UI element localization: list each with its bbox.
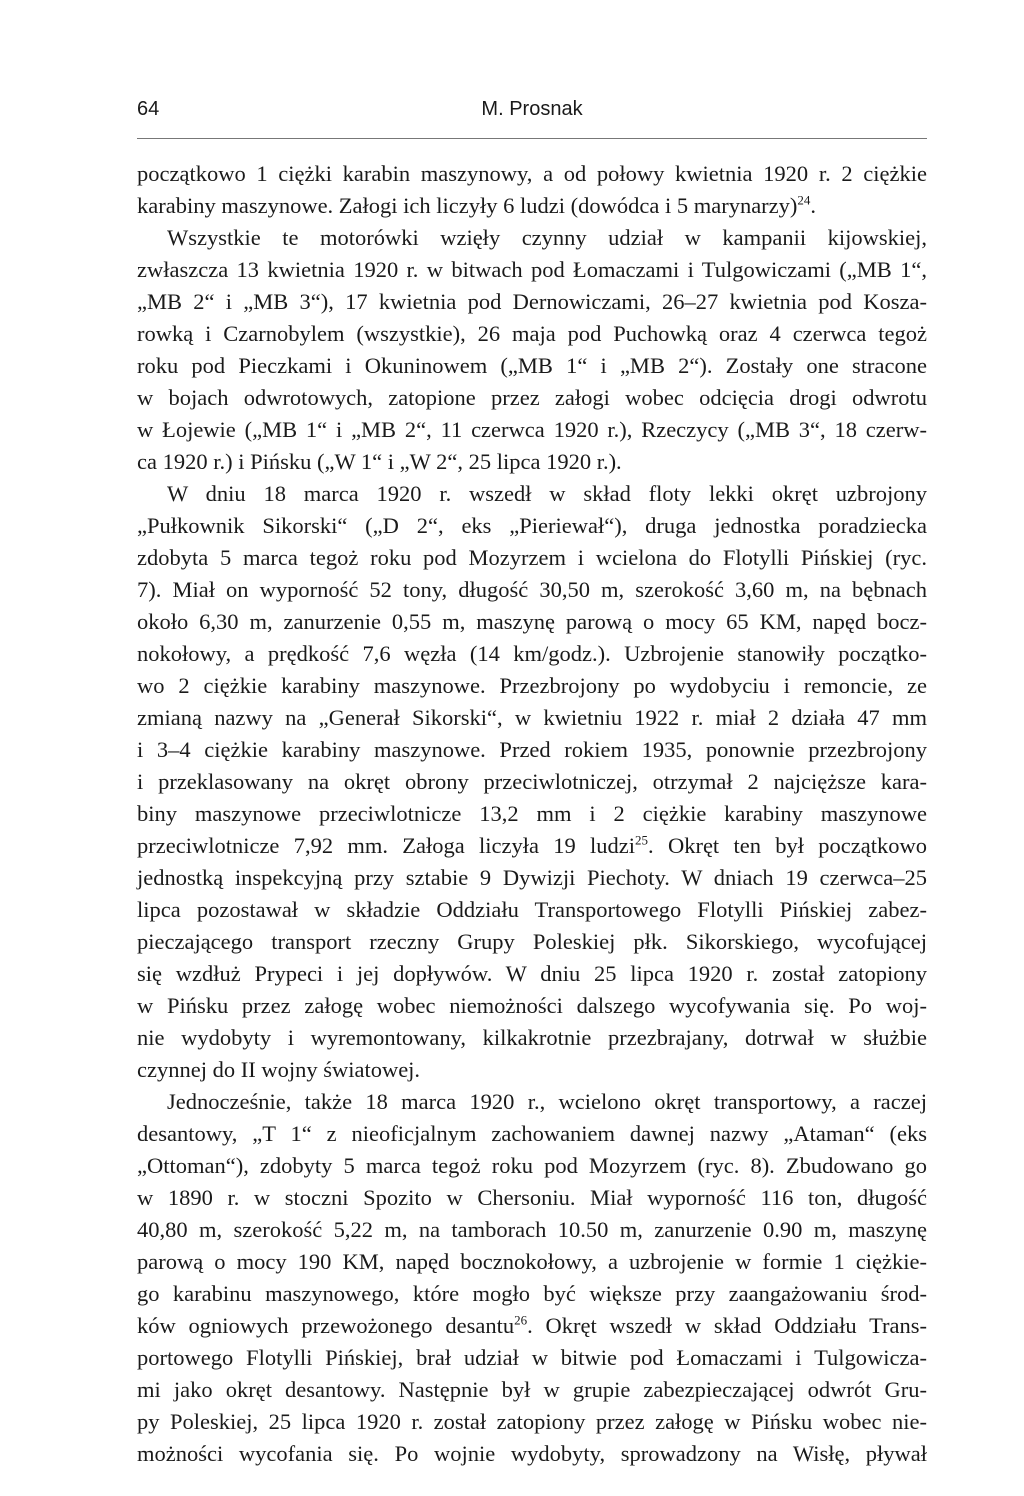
text-line: „Pułkownik Sikorski“ („D 2“, eks „Pieriewał“), druga jednostka poradziecka [137, 513, 927, 538]
text-line: się wzdłuż Prypeci i jej dopływów. W dniu 25 lipca 1920 r. został zatopiony [137, 961, 927, 986]
text-line: w Pińsku przez załogę wobec niemożności dalszego wycofywania się. Po woj- [137, 993, 927, 1018]
text-line: zdobyta 5 marca tegoż roku pod Mozyrzem i wcielona do Flotylli Pińskiej (ryc. [137, 545, 927, 570]
text-line: ca 1920 r.) i Pińsku („W 1“ i „W 2“, 25 lipca 1920 r.). [137, 449, 622, 474]
text-line: 40,80 m, szerokość 5,22 m, na tamborach 10.50 m, zanurzenie 0.90 m, maszynę [137, 1217, 927, 1242]
text-line: wo 2 ciężkie karabiny maszynowe. Przezbrojony po wydobyciu i remoncie, ze [137, 673, 927, 698]
text-line: roku pod Pieczkami i Okuninowem („MB 1“ i „MB 2“). Zostały one stracone [137, 353, 927, 378]
page-header [137, 98, 927, 139]
text-line: lipca pozostawał w składzie Oddziału Transportowego Flotylli Pińskiej zabez- [137, 897, 927, 922]
text-line: jednostką inspekcyjną przy sztabie 9 Dywizji Piechoty. W dniach 19 czerwca–25 [137, 865, 927, 890]
text-line: pieczającego transport rzeczny Grupy Poleskiej płk. Sikorskiego, wycofującej [137, 929, 927, 954]
text-line: około 6,30 m, zanurzenie 0,55 m, maszynę parową o mocy 65 KM, napęd bocz- [137, 609, 927, 634]
text-line: 7). Miał on wyporność 52 tony, długość 30,50 m, szerokość 3,60 m, na bębnach [137, 577, 927, 602]
text-line: „MB 2“ i „MB 3“), 17 kwietnia pod Dernowiczami, 26–27 kwietnia pod Kosza- [137, 289, 927, 314]
footnote-ref: 25 [635, 832, 649, 848]
text-line: py Poleskiej, 25 lipca 1920 r. został zatopiony przez załogę w Pińsku wobec nie- [137, 1409, 927, 1434]
text-line: go karabinu maszynowego, które mogło być większe przy zaangażowaniu środ- [137, 1281, 927, 1306]
text-line: mi jako okręt desantowy. Następnie był w grupie zabezpieczającej odwrót Gru- [137, 1377, 927, 1402]
text-line: początkowo 1 ciężki karabin maszynowy, a od połowy kwietnia 1920 r. 2 ciężkie [137, 161, 927, 186]
text-line: i 3–4 ciężkie karabiny maszynowe. Przed rokiem 1935, ponownie przezbrojony [137, 737, 927, 762]
text-line: w 1890 r. w stoczni Spozito w Chersoniu. Miał wyporność 116 ton, długość [137, 1185, 927, 1210]
text-line: nokołowy, a prędkość 7,6 węzła (14 km/godz.). Uzbrojenie stanowiły początko- [137, 641, 927, 666]
page-number: 64 [137, 98, 160, 120]
text-line: W dniu 18 marca 1920 r. wszedł w skład floty lekki okręt uzbrojony [167, 481, 927, 506]
text-line: portowego Flotylli Pińskiej, brał udział w bitwie pod Łomaczami i Tulgowicza- [137, 1345, 927, 1370]
text-line: ków ogniowych przewożonego desantu$^{26}$. Okręt wszedł w skład Oddziału Trans- [137, 1312, 927, 1338]
footnote-ref: 26 [514, 1312, 528, 1328]
text-line: zmianą nazwy na „Generał Sikorski“, w kwietniu 1922 r. miał 2 działa 47 mm [137, 705, 927, 730]
running-head: M. Prosnak [481, 98, 583, 120]
text-line: w Łojewie („MB 1“ i „MB 2“, 11 czerwca 1920 r.), Rzeczycy („MB 3“, 18 czerw- [137, 417, 927, 442]
text-line: czynnej do II wojny światowej. [137, 1057, 421, 1082]
text-line: i przeklasowany na okręt obrony przeciwlotniczej, otrzymał 2 najcięższe kara- [137, 769, 927, 794]
text-line: możności wycofania się. Po wojnie wydobyty, sprowadzony na Wisłę, pływał [137, 1441, 927, 1466]
text-line: zwłaszcza 13 kwietnia 1920 r. w bitwach pod Łomaczami i Tulgowiczami („MB 1“, [137, 257, 927, 282]
text-line: rowką i Czarnobylem (wszystkie), 26 maja pod Puchowką oraz 4 czerwca tegoż [137, 321, 927, 346]
text-line: desantowy, „T 1“ z nieoficjalnym zachowaniem dawnej nazwy „Ataman“ (eks [137, 1121, 927, 1146]
body-text [137, 158, 927, 1470]
text-line: Jednocześnie, także 18 marca 1920 r., wcielono okręt transportowy, a raczej [167, 1089, 927, 1114]
text-line: nie wydobyty i wyremontowany, kilkakrotnie przezbrajany, dotrwał w służbie [137, 1025, 927, 1050]
text-line: w bojach odwrotowych, zatopione przez załogi wobec odcięcia drogi odwrotu [137, 385, 927, 410]
text-line: Wszystkie te motorówki wzięły czynny udział w kampanii kijowskiej, [167, 225, 927, 250]
text-line: parową o mocy 190 KM, napęd bocznokołowy, a uzbrojenie w formie 1 ciężkie- [137, 1249, 927, 1274]
text-line: „Ottoman“), zdobyty 5 marca tegoż roku pod Mozyrzem (ryc. 8). Zbudowano go [137, 1153, 927, 1178]
text-line: karabiny maszynowe. Załogi ich liczyły 6 ludzi (dowódca i 5 marynarzy)$^{24}$. [137, 192, 817, 218]
text-line: biny maszynowe przeciwlotnicze 13,2 mm i 2 ciężkie karabiny maszynowe [137, 801, 927, 826]
text-line: przeciwlotnicze 7,92 mm. Załoga liczyła 19 ludzi$^{25}$. Okręt ten był początkowo [137, 832, 927, 858]
footnote-ref: 24 [797, 192, 811, 208]
